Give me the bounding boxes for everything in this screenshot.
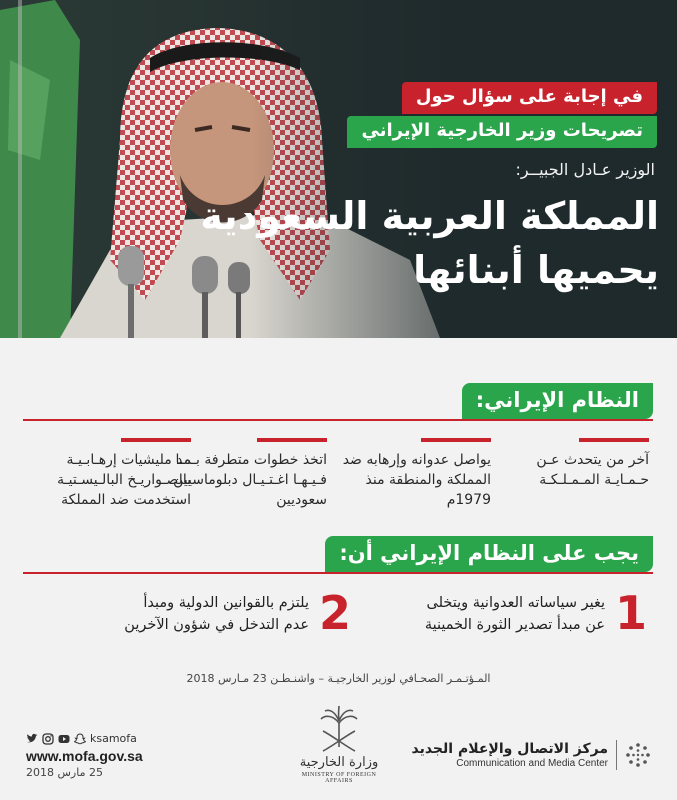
- point-text: اتخذ خطوات متطرفة بـمـا فـيـهـا اغـتـيـال دبلوماسيين سعوديين: [173, 452, 327, 508]
- demand-text: [425, 590, 605, 636]
- publish-date: 25 مارس 2018: [26, 766, 103, 779]
- ministry-name-english: MINISTRY OF FOREIGN AFFAIRS: [301, 772, 377, 784]
- hero-text-block: [0, 0, 677, 338]
- demand-line: يغير سياساته العدوانية ويتخلى: [426, 595, 605, 611]
- point-accent-bar: [257, 438, 327, 442]
- demand-line: يلتزم بالقوانين الدولية ومبدأ: [143, 595, 309, 611]
- headline-line-1: المملكة العربية السعودية: [200, 194, 659, 238]
- section-divider: [23, 419, 653, 421]
- footer-contact: [26, 732, 143, 779]
- logo-divider: [616, 740, 617, 770]
- twitter-icon[interactable]: [26, 733, 38, 745]
- topic-tag: تصريحات وزير الخارجية الإيراني: [347, 116, 657, 148]
- point-accent-bar: [579, 438, 649, 442]
- question-tag: في إجابة على سؤال حول: [402, 82, 657, 114]
- point-text: يواصل عدوانه وإرهابه ضد المملكة والمنطقة منذ 1979م: [342, 452, 491, 508]
- social-handle[interactable]: ksamofa: [90, 732, 137, 745]
- media-center-name-english: Communication and Media Center: [456, 758, 608, 769]
- headline-line-2: يحميها أبنائها: [413, 248, 659, 292]
- social-links[interactable]: [26, 732, 143, 745]
- point-accent-bar: [421, 438, 491, 442]
- point-text: مد مليشيات إرهـابـيـة بالصـواريـخ البالـيسـتيـة استخدمت ضد المملكة: [57, 452, 191, 508]
- palm-swords-emblem-icon: [317, 705, 361, 755]
- point-item: [11, 438, 191, 510]
- section-title-demands: يجب على النظام الإيراني أن:: [325, 536, 653, 572]
- media-center-text: [412, 741, 609, 769]
- ministry-name-arabic: وزارة الخارجية: [299, 755, 379, 770]
- snapchat-icon[interactable]: [74, 733, 86, 745]
- point-text: آخر من يتحدث عـن حـمـايـة المـمـلـكـة: [536, 452, 649, 488]
- section-title-iranian-regime: النظام الإيراني:: [462, 383, 653, 419]
- media-center-logo: [412, 740, 652, 770]
- demand-item: [424, 586, 647, 640]
- minister-name: الوزير عـادل الجبيــر:: [515, 160, 655, 179]
- section-divider: [23, 572, 653, 574]
- demand-text: [124, 590, 309, 636]
- demand-line: عدم التدخل في شؤون الآخرين: [124, 617, 309, 633]
- point-item: [529, 438, 649, 490]
- conference-note: المـؤتـمـر الصحـافي لوزير الخارجيـة – واشنـطـن 23 مـارس 2018: [186, 672, 491, 685]
- hero-banner: [0, 0, 677, 338]
- point-item: [341, 438, 491, 510]
- demand-number: 1: [614, 586, 647, 640]
- ministry-logo: [289, 705, 389, 784]
- demand-number: 2: [318, 586, 351, 640]
- point-item: [167, 438, 327, 510]
- instagram-icon[interactable]: [42, 733, 54, 745]
- media-center-emblem-icon: [625, 742, 651, 768]
- demand-item: [124, 586, 351, 640]
- point-accent-bar: [121, 438, 191, 442]
- media-center-name-arabic: مركز الاتصال والإعلام الجديد: [411, 741, 608, 757]
- website-link[interactable]: www.mofa.gov.sa: [26, 748, 143, 764]
- demand-line: عن مبدأ تصدير الثورة الخمينية: [424, 617, 605, 633]
- youtube-icon[interactable]: [58, 733, 70, 745]
